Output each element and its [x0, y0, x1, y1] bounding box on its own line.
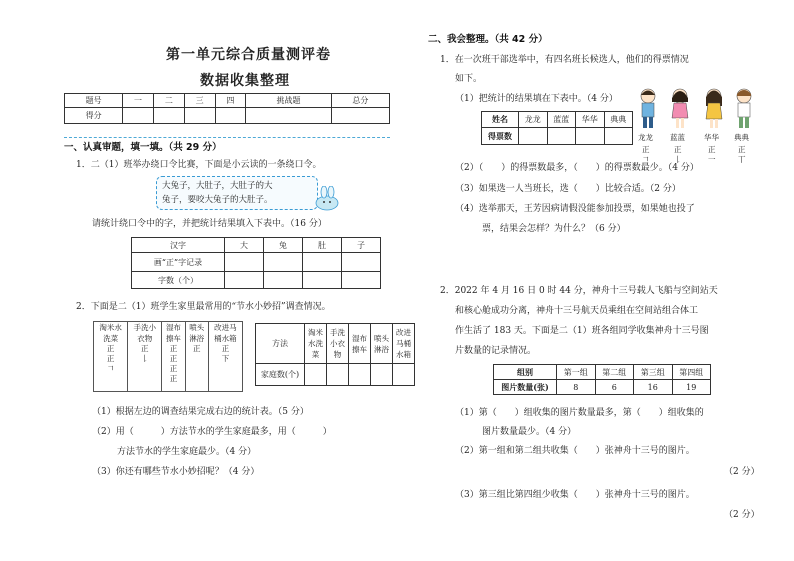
survey-col [94, 322, 128, 392]
p2-q2-sub2-score: （2 分） [724, 467, 760, 477]
q2-sub2a: （2）用（ ）方法节水的学生家庭最多，用（ ） [92, 427, 332, 437]
vote-tally-mark: 一 [708, 155, 716, 164]
survey-col [185, 322, 208, 392]
value-cell: 8 [557, 380, 596, 395]
row-label: 画“正”字记录 [132, 253, 225, 272]
table-header: 喷头 淋浴 [371, 324, 393, 364]
survey-col-title: 手洗小 [133, 323, 156, 332]
tally-mark: 正 [192, 344, 201, 353]
vote-tally-mark: 𠃍 [642, 155, 650, 164]
survey-col-title: 淋浴 [189, 334, 205, 343]
vote-tally-mark: 𠄌 [674, 155, 682, 164]
p2-q2-intro-c: 作生活了 183 天。下面是二（1）班各组同学收集神舟十三号图 [455, 326, 709, 336]
table-header: 华华 [576, 112, 605, 128]
score-input-cell[interactable] [184, 108, 215, 124]
q1-instruction: 请统计绕口令中的字，并把统计结果填入下表中。（16 分） [92, 219, 327, 229]
survey-col-title: 湿布 [165, 323, 181, 332]
q2-sub1: （1）根据左边的调查结果完成右边的统计表。（5 分） [92, 407, 309, 417]
candidate-name: 蓝蓝 [670, 133, 685, 142]
tally-mark: 正 [106, 354, 115, 363]
survey-col [162, 322, 185, 392]
answer-cell[interactable] [349, 364, 371, 386]
picture-count-table [493, 364, 711, 395]
p2-q2-intro-b: 和核心舱成功分离，神舟十三号航天员乘组在空间站组合体工 [455, 306, 699, 316]
q2-sub3: （3）你还有哪些节水小妙招呢？（4 分） [92, 467, 260, 477]
table-header: 第一组 [557, 365, 596, 380]
water-saving-stats-table [255, 323, 415, 386]
q2-intro: 2．下面是二（1）班学生家里最常用的“节水小妙招”调查情况。 [76, 302, 331, 312]
score-row-label: 得分 [65, 108, 123, 124]
answer-cell[interactable] [225, 272, 264, 289]
section-divider [64, 137, 390, 138]
table-header: 蓝蓝 [547, 112, 576, 128]
candidate-name: 华华 [704, 133, 719, 142]
row-label: 得票数 [482, 128, 519, 145]
survey-col-title: 桶水箱 [214, 334, 237, 343]
score-header-cell: 挑战题 [246, 94, 332, 108]
score-input-cell[interactable] [246, 108, 332, 124]
vote-tally-mark: 正 [642, 145, 650, 154]
survey-tally-table [93, 321, 243, 392]
vote-tally-mark: 丅 [738, 155, 746, 164]
tally-mark: 正 [221, 344, 230, 353]
candidate-name: 典典 [734, 133, 749, 142]
part1-heading: 一、认真审题，填一填。（共 29 分） [64, 142, 222, 153]
p2-q2-sub3-score: （2 分） [724, 510, 760, 520]
score-header-cell: 题号 [65, 94, 123, 108]
p2-q1-sub1: （1）把统计的结果填在下表中。（4 分） [455, 94, 618, 104]
answer-cell[interactable] [576, 128, 605, 145]
score-header-cell: 二 [153, 94, 184, 108]
tally-mark: 正 [169, 354, 178, 363]
candidate-name: 龙龙 [638, 133, 653, 142]
p2-q2-sub3: （3）第三组比第四组少收集（ ）张神舟十三号的图片。 [455, 490, 695, 500]
answer-cell[interactable] [225, 253, 264, 272]
row-label: 字数（个） [132, 272, 225, 289]
answer-cell[interactable] [393, 364, 415, 386]
survey-col-title: 改进马 [214, 323, 237, 332]
answer-cell[interactable] [264, 253, 303, 272]
table-header: 第四组 [672, 365, 711, 380]
p2-q2-sub2: （2）第一组和第二组共收集（ ）张神舟十三号的图片。 [455, 446, 695, 456]
table-header: 汉字 [132, 238, 225, 253]
answer-cell[interactable] [327, 364, 349, 386]
candidate-longlong-figure [638, 88, 658, 130]
survey-col-title: 洗菜 [103, 334, 119, 343]
p2-q1-intro-a: 1．在一次班干部选举中，有四名班长候选人，他们的得票情况 [440, 55, 689, 65]
table-header: 大 [225, 238, 264, 253]
rhyme-line: 大兔子，大肚子，大肚子的大 [162, 181, 273, 191]
survey-col [128, 322, 162, 392]
p2-q2-sub1a: （1）第（ ）组收集的图片数量最多，第（ ）组收集的 [455, 408, 704, 418]
answer-cell[interactable] [604, 128, 633, 145]
value-cell: 16 [634, 380, 673, 395]
vote-table [481, 111, 633, 145]
vote-tally-mark: 正 [708, 145, 716, 154]
tally-mark: 下 [221, 354, 230, 363]
p2-q2-sub1b: 图片数量最少。（4 分） [482, 427, 577, 437]
p2-q1-intro-b: 如下。 [455, 74, 483, 84]
row-label: 家庭数(个) [256, 364, 305, 386]
candidate-huahua-figure [704, 88, 724, 130]
table-header: 子 [342, 238, 381, 253]
q1-intro: 1．二（1）班举办绕口令比赛，下面是小云读的一条绕口令。 [76, 160, 322, 170]
row-label: 图片数量(张) [494, 380, 557, 395]
answer-cell[interactable] [303, 272, 342, 289]
p2-q2-intro-a: 2．2022 年 4 月 16 日 0 时 44 分，神舟十三号载人飞船与空间站天 [440, 286, 718, 296]
score-table [64, 93, 390, 124]
score-input-cell[interactable] [331, 108, 389, 124]
q2-sub2b: 方法节水的学生家庭最少。（4 分） [117, 447, 257, 457]
tally-mark: 正 [140, 344, 149, 353]
table-header: 方法 [256, 324, 305, 364]
table-header: 第二组 [595, 365, 634, 380]
table-header: 手洗 小衣 物 [327, 324, 349, 364]
value-cell: 6 [595, 380, 634, 395]
value-cell: 19 [672, 380, 711, 395]
char-count-table [131, 237, 381, 289]
answer-cell[interactable] [371, 364, 393, 386]
answer-cell[interactable] [305, 364, 327, 386]
answer-cell[interactable] [303, 253, 342, 272]
score-header-cell: 总分 [331, 94, 389, 108]
survey-col-title: 擦车 [165, 334, 181, 343]
answer-cell[interactable] [264, 272, 303, 289]
vote-tally-mark: 正 [738, 145, 746, 154]
answer-cell[interactable] [342, 272, 381, 289]
p2-q1-sub3: （3）如果选一人当班长，选（ ）比较合适。（2 分） [455, 184, 681, 194]
table-header: 龙龙 [519, 112, 548, 128]
score-input-cell[interactable] [123, 108, 154, 124]
answer-cell[interactable] [342, 253, 381, 272]
part2-heading: 二、我会整理。（共 42 分） [428, 34, 548, 45]
tally-mark: 正 [106, 344, 115, 353]
vote-tally-mark: 正 [674, 145, 682, 154]
survey-col-title: 淘米水 [99, 323, 122, 332]
exam-subtitle: 数据收集整理 [200, 73, 290, 89]
survey-col-title: 衣物 [137, 334, 153, 343]
rabbit-illustration [312, 186, 342, 212]
score-header-cell: 四 [215, 94, 246, 108]
survey-col-title: 喷头 [189, 323, 205, 332]
table-header: 第三组 [634, 365, 673, 380]
table-header: 兔 [264, 238, 303, 253]
p2-q1-sub4a: （4）选举那天，王芳因病请假没能参加投票，如果她也投了 [455, 204, 695, 214]
tongue-twister-box [156, 176, 318, 210]
table-header: 改进 马桶 水箱 [393, 324, 415, 364]
tally-mark: 正 [169, 344, 178, 353]
table-header: 肚 [303, 238, 342, 253]
candidate-diandian-figure [734, 88, 754, 130]
candidate-lanlan-figure [670, 88, 690, 130]
table-header: 姓名 [482, 112, 519, 128]
score-input-cell[interactable] [153, 108, 184, 124]
rhyme-line: 兔子，要咬大兔子的大肚子。 [162, 195, 273, 205]
tally-mark: 𠄌 [140, 354, 149, 363]
tally-mark: 正 [169, 364, 178, 373]
p2-q1-sub4b: 票，结果会怎样？为什么？（6 分） [482, 224, 626, 234]
survey-col [208, 322, 242, 392]
answer-cell[interactable] [547, 128, 576, 145]
tally-mark: 𠃍 [106, 364, 115, 373]
table-header: 淘米 水洗 菜 [305, 324, 327, 364]
score-input-cell[interactable] [215, 108, 246, 124]
tally-mark: 正 [169, 374, 178, 383]
p2-q1-sub2: （2）（ ）的得票数最多，（ ）的得票数最少。（4 分） [455, 163, 699, 173]
score-header-cell: 一 [123, 94, 154, 108]
table-header: 湿布 擦车 [349, 324, 371, 364]
answer-cell[interactable] [519, 128, 548, 145]
table-header: 典典 [604, 112, 633, 128]
exam-title: 第一单元综合质量测评卷 [166, 47, 331, 63]
score-header-cell: 三 [184, 94, 215, 108]
table-header: 组别 [494, 365, 557, 380]
p2-q2-intro-d: 片数量的记录情况。 [455, 346, 537, 356]
